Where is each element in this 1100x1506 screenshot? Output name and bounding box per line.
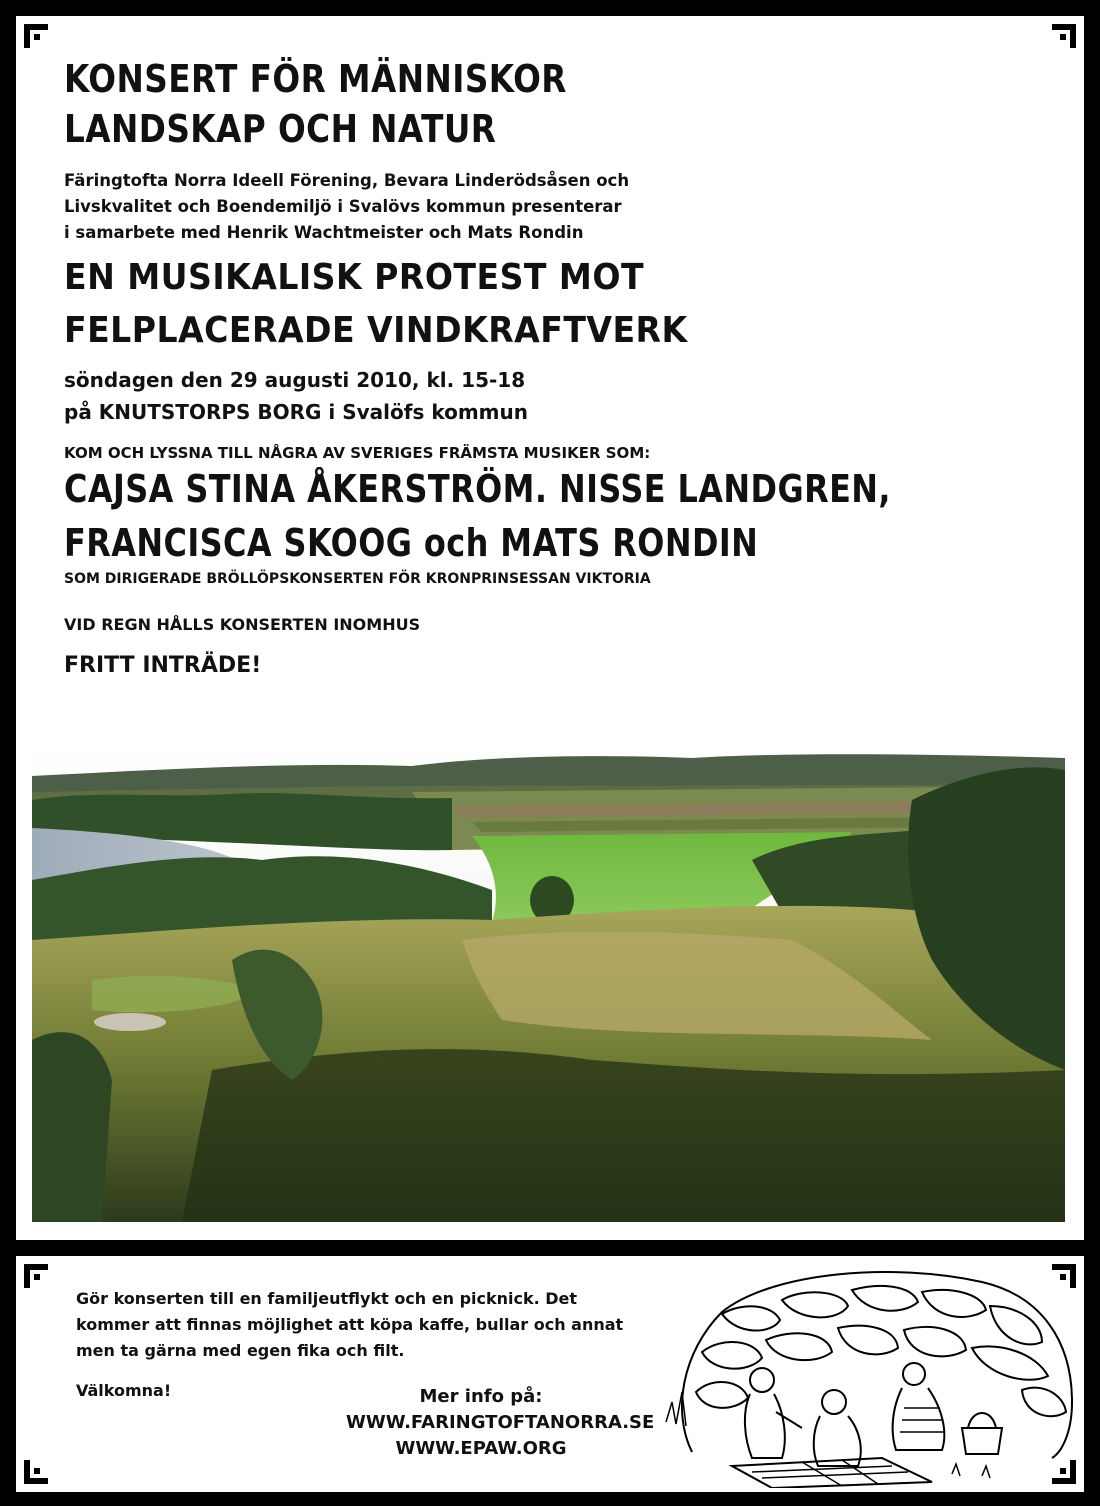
family-line: kommer att finnas möjlighet att köpa kaffe, bullar och annat <box>76 1315 624 1334</box>
event-date: söndagen den 29 augusti 2010, kl. 15-18 <box>64 368 526 392</box>
free-entry: FRITT INTRÄDE! <box>64 653 262 678</box>
poster-panel <box>16 16 1084 1240</box>
artists-line-1: CAJSA STINA ÅKERSTRÖM. NISSE LANDGREN, <box>64 467 891 511</box>
family-line: men ta gärna med egen fika och filt. <box>76 1341 405 1360</box>
info-panel <box>16 1256 1084 1492</box>
landscape-photo <box>32 740 1065 1222</box>
presenters-line: Livskvalitet och Boendemiljö i Svalövs kommun presenterar <box>64 197 622 216</box>
picnic-illustration <box>652 1262 1082 1488</box>
rain-note: VID REGN HÅLLS KONSERTEN INOMHUS <box>64 615 421 634</box>
website-link[interactable]: WWW.FARINGTOFTANORRA.SE <box>346 1412 655 1433</box>
corner-ornament-top-right <box>1048 22 1078 52</box>
corner-ornament-mid-left <box>22 1262 52 1292</box>
corner-ornament-top-left <box>22 22 52 52</box>
event-venue: på KNUTSTORPS BORG i Svalöfs kommun <box>64 400 528 424</box>
more-info-label: Mer info på: <box>419 1386 543 1407</box>
corner-ornament-bottom-left <box>22 1456 52 1486</box>
more-info <box>346 1384 655 1462</box>
presenters-text <box>64 168 629 246</box>
website-link[interactable]: WWW.EPAW.ORG <box>395 1438 567 1459</box>
presenters-line: i samarbete med Henrik Wachtmeister och Mats Rondin <box>64 223 584 242</box>
family-line: Gör konserten till en familjeutflykt och en picknick. Det <box>76 1289 578 1308</box>
wedding-note: SOM DIRIGERADE BRÖLLÖPSKONSERTEN FÖR KRONPRINSESSAN VIKTORIA <box>64 571 651 587</box>
protest-heading-line-1: EN MUSIKALISK PROTEST MOT <box>64 257 645 298</box>
welcome-text: Välkomna! <box>76 1381 172 1400</box>
poster-title-line-2: LANDSKAP OCH NATUR <box>64 107 497 151</box>
protest-heading-line-2: FELPLACERADE VINDKRAFTVERK <box>64 310 688 351</box>
poster-title-line-1: KONSERT FÖR MÄNNISKOR <box>64 57 567 101</box>
presenters-line: Färingtofta Norra Ideell Förening, Bevara Linderödsåsen och <box>64 171 630 190</box>
artists-line-2: FRANCISCA SKOOG och MATS RONDIN <box>64 521 759 565</box>
come-listen-text: KOM OCH LYSSNA TILL NÅGRA AV SVERIGES FRÄMSTA MUSIKER SOM: <box>64 444 651 462</box>
